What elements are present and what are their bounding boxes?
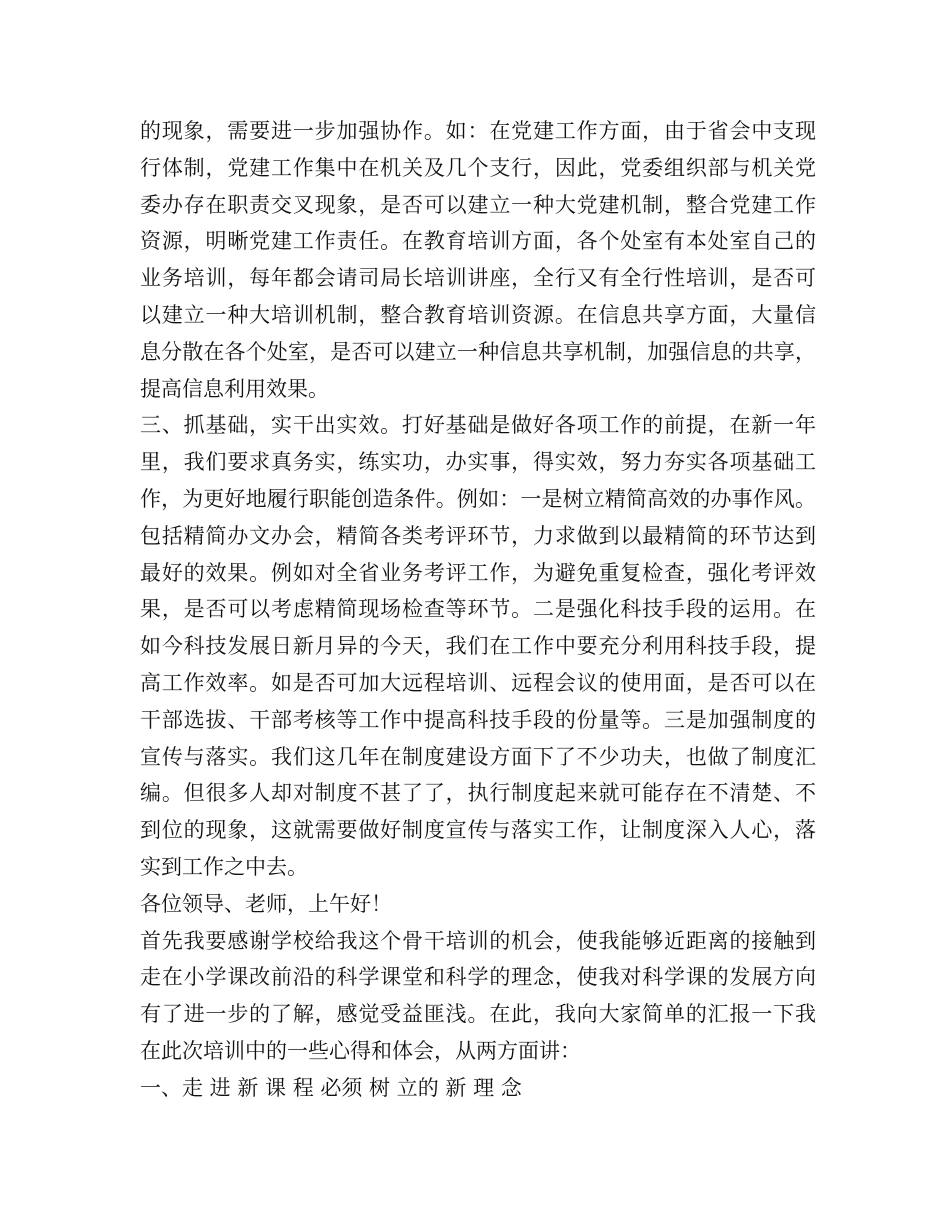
text-line: 在此次培训中的一些心得和体会，从两方面讲： bbox=[140, 1038, 581, 1063]
text-line: 首先我要感谢学校给我这个骨干培训的机会，使我能够近距离的接触到 bbox=[140, 928, 816, 953]
text-line: 资源，明晰党建工作责任。在教育培训方面，各个处室有本处室自己的 bbox=[140, 229, 816, 254]
text-line: 业务培训，每年都会请司局长培训讲座，全行又有全行性培训，是否可 bbox=[140, 266, 816, 291]
document-body bbox=[140, 113, 816, 1107]
text-line: 干部选拔、干部考核等工作中提高科技手段的份量等。三是加强制度的 bbox=[140, 707, 816, 732]
text-line: 各位领导、老师，上午好！ bbox=[140, 891, 392, 916]
text-line: 的现象，需要进一步加强协作。如：在党建工作方面，由于省会中支现 bbox=[140, 119, 816, 143]
text-line: 走在小学课改前沿的科学课堂和科学的理念，使我对科学课的发展方向 bbox=[140, 965, 816, 990]
text-line: 高工作效率。如是否可加大远程培训、远程会议的使用面，是否可以在 bbox=[140, 670, 816, 695]
text-line: 以建立一种大培训机制，整合教育培训资源。在信息共享方面，大量信 bbox=[140, 302, 816, 327]
text-line: 行体制，党建工作集中在机关及几个支行，因此，党委组织部与机关党 bbox=[140, 155, 816, 180]
text-line: 有了进一步的了解，感觉受益匪浅。在此，我向大家简单的汇报一下我 bbox=[140, 1002, 816, 1027]
text-line: 最好的效果。例如对全省业务考评工作，为避免重复检查，强化考评效 bbox=[140, 560, 816, 585]
text-line: 三、抓基础，实干出实效。打好基础是做好各项工作的前提，在新一年 bbox=[140, 413, 816, 438]
text-line: 到位的现象，这就需要做好制度宣传与落实工作，让制度深入人心，落 bbox=[140, 818, 816, 843]
text-line: 里，我们要求真务实，练实功，办实事，得实效，努力夯实各项基础工 bbox=[140, 450, 816, 475]
text-line: 如今科技发展日新月异的今天，我们在工作中要充分利用科技手段，提 bbox=[140, 634, 816, 659]
section-heading: 一、走 进 新 课 程 必须 树 立的 新 理 念 bbox=[140, 1075, 522, 1100]
text-line: 委办存在职责交叉现象，是否可以建立一种大党建机制，整合党建工作 bbox=[140, 192, 816, 217]
text-line: 提高信息利用效果。 bbox=[140, 376, 329, 401]
text-line: 编。但很多人却对制度不甚了了，执行制度起来就可能存在不清楚、不 bbox=[140, 781, 816, 806]
text-line: 作，为更好地履行职能创造条件。例如：一是树立精简高效的办事作风。 bbox=[140, 486, 816, 511]
text-line: 宣传与落实。我们这几年在制度建设方面下了不少功夫，也做了制度汇 bbox=[140, 744, 816, 769]
text-line: 果，是否可以考虑精简现场检查等环节。二是强化科技手段的运用。在 bbox=[140, 597, 816, 622]
text-line: 息分散在各个处室，是否可以建立一种信息共享机制，加强信息的共享， bbox=[140, 339, 816, 364]
text-line: 实到工作之中去。 bbox=[140, 854, 308, 879]
text-line: 包括精简办文办会，精简各类考评环节，力求做到以最精简的环节达到 bbox=[140, 523, 816, 548]
